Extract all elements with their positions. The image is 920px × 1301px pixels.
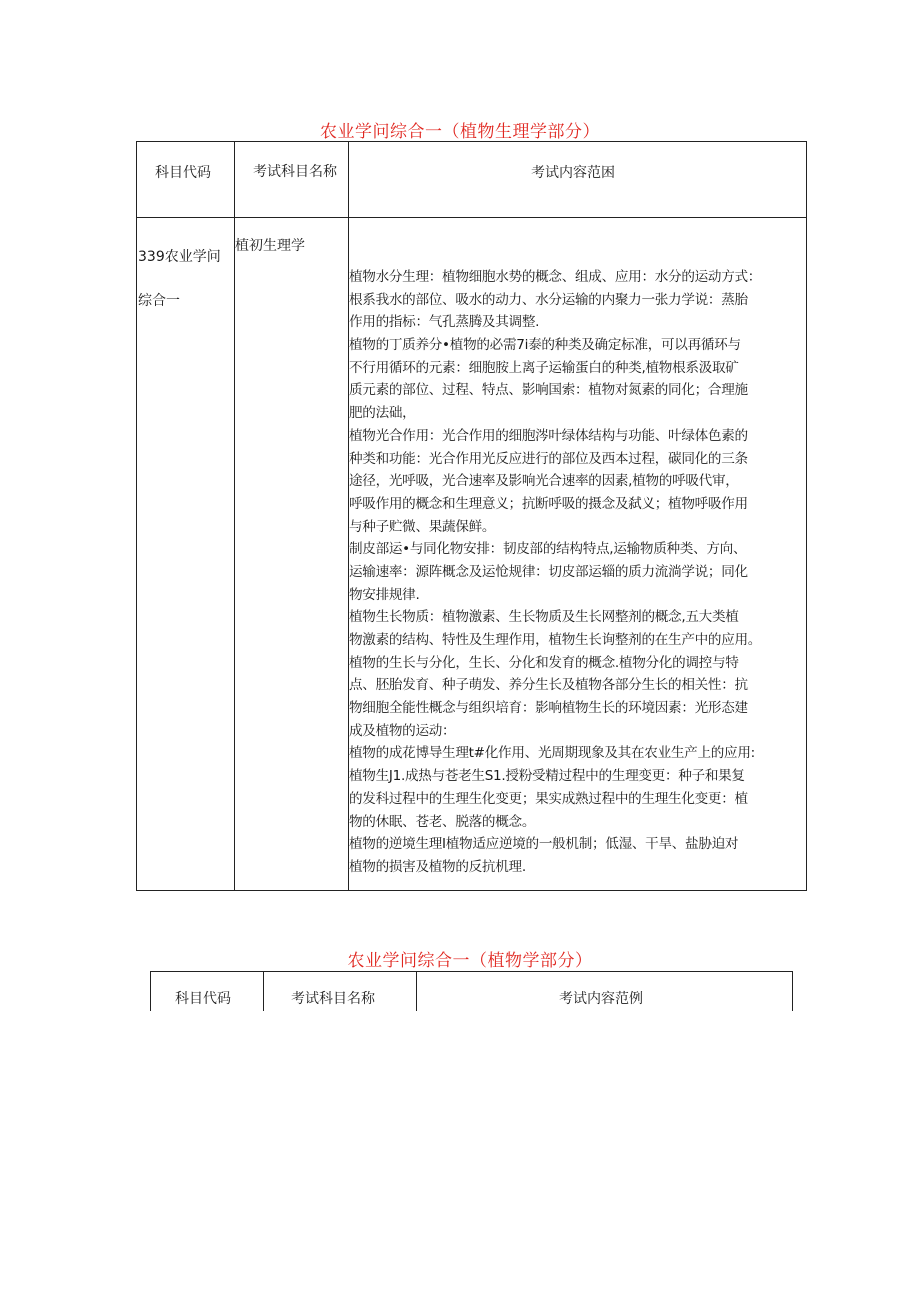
- content-line: 种类和功能：光合作用光反应进行的部位及西本过程，碳同化的三条: [349, 450, 748, 467]
- content-line: 植物水分生理：植物细胞水势的概念、组成、应用：水分的运动方式：: [349, 269, 762, 285]
- content-line: 植物的损害及植物的反抗机理.: [349, 858, 526, 875]
- content-line: 根系我水的部位、吸水的动力、水分运输的内聚力一张力学说：蒸胎: [349, 291, 748, 308]
- row-divider: [137, 217, 806, 218]
- exam-table-2: [150, 971, 793, 1011]
- content-line: 成及植物的运动：: [349, 722, 456, 739]
- exam-content-cell: [349, 266, 807, 879]
- content-line: 植物生长物质：植物激素、生长物质及生长网整剂的概念,五大类植: [349, 609, 739, 626]
- content-line: 物细胞全能性概念与组织培育：影响植物生长的环境因素：光形态建: [349, 700, 748, 717]
- exam-table: [136, 141, 807, 891]
- header-subject-code: 科目代码: [175, 991, 231, 1007]
- column-divider: [263, 972, 264, 1011]
- content-line: 植物生J1.成热与苍老生S1.授粉受精过程中的生理变更：种子和果复: [349, 768, 745, 785]
- header-subject-code: 科目代码: [155, 165, 211, 181]
- section-title-2: 农业学问综合一（植物学部分）: [347, 951, 593, 971]
- content-line: 植物的丁质养分•植物的必需7i泰的种类及确定标准，可以再循环与: [349, 337, 741, 354]
- content-line: 物安排规律.: [349, 586, 420, 603]
- content-line: 物激素的结构、特性及生理作用，植物生长询整剂的在生产中的应用。: [349, 632, 762, 648]
- content-line: 质元素的部位、过程、特点、影响国索：植物对氮素的同化；合理施: [349, 382, 748, 399]
- content-line: 植物光合作用：光合作用的细胞涔叶绿体结构与功能、叶绿体色素的: [349, 427, 748, 444]
- subject-name-cell: 植初生理学: [235, 238, 305, 254]
- content-line: 运输速率：源阵概念及运怆规律：切皮部运辎的质力流淌学说；同化: [349, 563, 748, 580]
- content-line: 作用的指标：气孔蒸腾及其调整.: [349, 314, 540, 331]
- header-exam-content: 考试内容范困: [531, 165, 615, 181]
- subject-code-cell: 339农业学问综合一: [138, 249, 221, 309]
- content-line: 呼吸作用的概念和生理意义；抗断呼吸的摄念及弑义；植物呼吸作用: [349, 495, 748, 512]
- content-line: 植物的逆境生理I植物适应逆境的一般机制；低湿、干旱、盐胁迫对: [349, 836, 739, 853]
- content-line: 制皮部运•与同化物安排：韧皮部的结构特点,运输物质种类、方向、: [349, 541, 747, 558]
- content-line: 与种子贮微、果蔬保鲜。: [349, 518, 496, 535]
- header-subject-name: 考试科目名称: [253, 164, 337, 180]
- section-title: 农业学问综合一（植物生理学部分）: [320, 122, 600, 142]
- header-exam-content: 考试内容范例: [559, 991, 643, 1007]
- content-line: 点、胚胎发育、种子萌发、养分生长及植物各部分生长的相关性：抗: [349, 677, 748, 694]
- header-subject-name: 考试科目名称: [291, 991, 375, 1007]
- content-line: 肥的法础，: [349, 405, 416, 422]
- column-divider: [416, 972, 417, 1011]
- content-line: 不行用循环的元素：细胞胺上离子运输蛋白的种类,植物根系汲取矿: [349, 359, 739, 376]
- content-line: 的发科过程中的生理生化变更；果实成熟过程中的生理生化变更：植: [349, 790, 748, 807]
- content-line: 植物的生长与分化，生长、分化和发育的概念.植物分化的调控与特: [349, 654, 739, 671]
- content-line: 物的休眠、苍老、脱落的概念。: [349, 813, 536, 830]
- content-line: 植物的成花博导生理t#化作用、光周期现象及其在农业生产上的应用:: [349, 745, 755, 762]
- content-line: 途径，光呼吸，光合速率及影响光合速率的因素,植物的呼吸代审，: [349, 473, 739, 490]
